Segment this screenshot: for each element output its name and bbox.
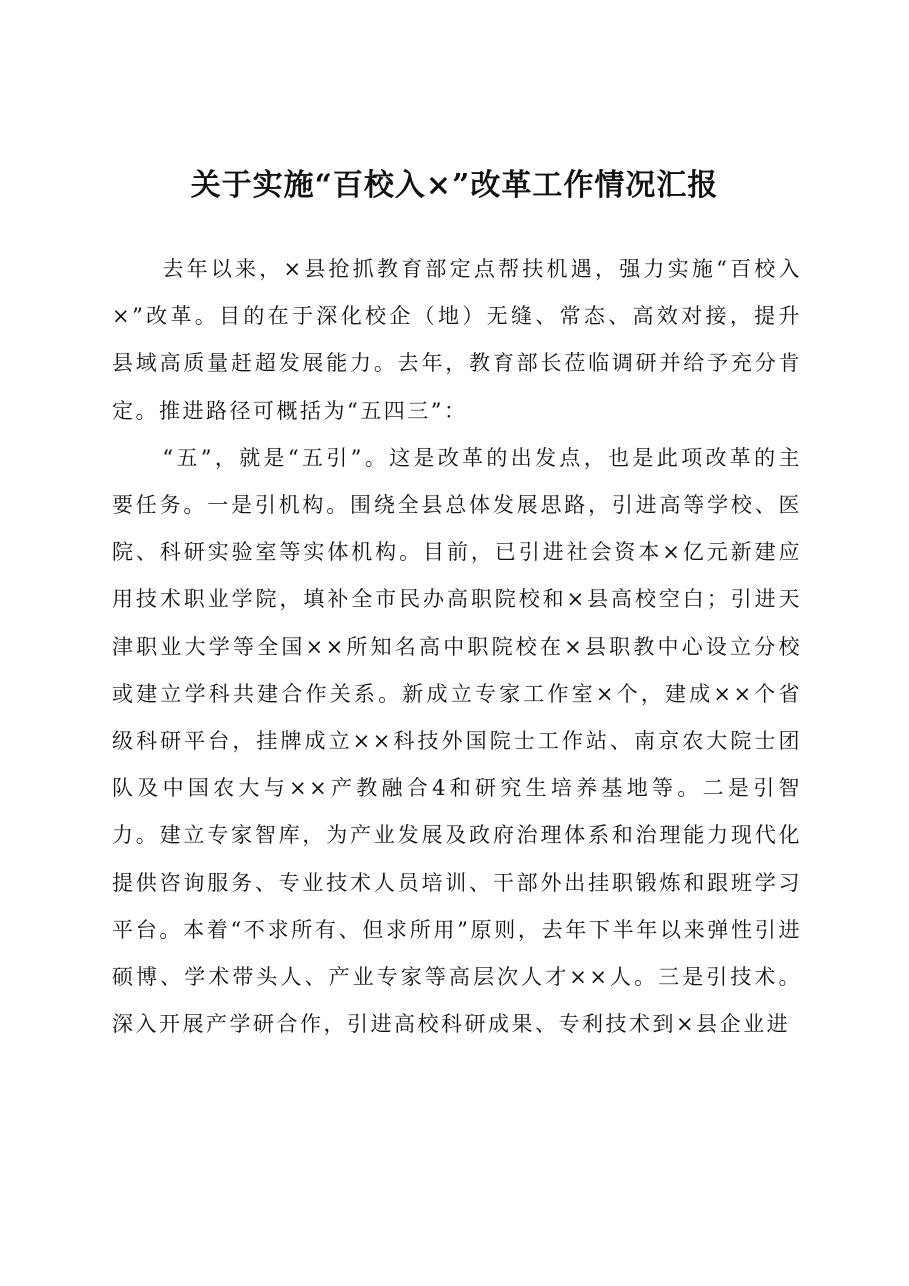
paragraph-five-yin: “五”，就是“五引”。这是改革的出发点，也是此项改革的主要任务。一是引机构。围绕全县总体发展思路，引进高等学校、医院、科研实验室等实体机构。目前，已引进社会资本×亿元新建应用技术职业学院，填补全市民办高职院校和×县高校空白；引进天津职业大学等全国××所知名高中职院校在×县职教中心设立分校或建立学科共建合作关系。新成立专家工作室×个，建成××个省级科研平台，挂牌成立××科技外国院士工作站、南京农大院士团队及中国农大与××产教融合4和研究生培养基地等。二是引智力。建立专家智库，为产业发展及政府治理体系和治理能力现代化提供咨询服务、专业技术人员培训、干部外出挂职锻炼和跟班学习平台。本着“不求所有、但求所用”原则，去年下半年以来弹性引进硕博、学术带头人、产业专家等高层次人才××人。三是引技术。深入开展产学研合作，引进高校科研成果、专利技术到×县企业进	[112, 445, 802, 1037]
document-title: 关于实施“百校入×”改革工作情况汇报	[190, 168, 719, 203]
paragraph-intro: 去年以来，×县抢抓教育部定点帮扶机遇，强力实施“百校入×”改革。目的在于深化校企（地）无缝、常态、高效对接，提升县域高质量赶超发展能力。去年，教育部长莅临调研并给予充分肯定。推进路径可概括为“五四三”：	[112, 257, 802, 423]
document-body	[112, 246, 802, 1048]
